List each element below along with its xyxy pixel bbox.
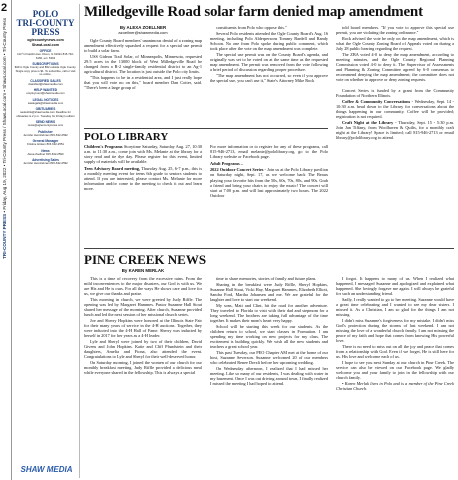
article-col-3	[336, 25, 454, 141]
pine-creek-paragraph: This is a time of recovery from the excessive rains. From the mild inconveniences to the major disasters, our God is with us. We are His and He is ours. For all the ways He shows care and love for us, we give our thanks and praise.	[84, 276, 202, 297]
sidebar-section-heading: SEND NEWS	[35, 120, 56, 124]
pine-creek-paragraph: I forgot. It happens to many of us. When I realized what happened, I messaged Suzanne and apologized and explained what happened. She lovingly forgave me again. I will always be grateful for such an understanding friend.	[336, 276, 454, 297]
article-paragraph: Ogle County Board members' unanimous denial of a zoning map amendment effectively squashed a request for a special use permit to build a solar farm.	[84, 38, 202, 54]
pine-creek-paragraph: My sons, Matt and Clint, hit the road for another adventure. They traveled to Florida to visit with their dad and stepmom for a long weekend. The brothers are taking full advantage of the time together. It makes their mom's heart very happy.	[210, 302, 328, 323]
polo-library-col-1	[84, 144, 202, 199]
article-paragraph: USS Gideon Trail Solar, of Minneapolis, Minnesota, requested 29.5 acres in the 13000 block of West Milledgeville Road be changed from a R-2 single-family residential district to an Ag-1 agricultural district. The location is just outside the Polo city limits.	[84, 53, 202, 75]
pine-creek-body	[84, 276, 454, 392]
pine-creek-credit: • Karen Merlak lives in Polo and is a member of the Pine Creek Christian Church.	[336, 380, 454, 391]
col-1-paragraphs	[84, 38, 202, 90]
article-paragraph: told board members. "If you vote to approve this special use permit, you are violating the zoning ordinance."	[336, 25, 454, 36]
polo-library-col-3	[336, 88, 454, 140]
article-paragraph: "This happens to be in a residential area, and I just really hope that you will vote no on this," board member Dan Cotter, said. "There's been a large group of	[84, 74, 202, 91]
article-headline: Milledgeville Road solar farm denied map amendment	[84, 4, 423, 20]
library-item	[210, 161, 328, 166]
library-item-title: 2022 Outdoor Concert Series	[210, 167, 265, 173]
pine-creek-paragraph: time to share memories, stories of family and future plans.	[216, 276, 317, 281]
sidebar-section-text: 113 ½ Franklin Ave. Dixon, IL 61021 815-732-6166, ext. 5302	[17, 52, 74, 60]
library-item-text: For more information or to register for any of these programs, call 815-946-2713, email melanie@pololibrary.org, go to the Polo Library website or Facebook page.	[210, 144, 328, 160]
pine-creek-paragraph: I hope to see you next Sunday at our church in Pine Creek. The service can also be viewed on our Facebook page. We gladly welcome you and your family to join in the fellowship with our church family.	[336, 359, 454, 381]
article-paragraph: "The map amendment has not occurred, so even if you approve the special use, you can't use it," State's Attorney Mike Rock	[210, 72, 328, 83]
sidebar-section-text: Jennifer Heintzelman 815-632-2592	[23, 132, 68, 137]
main-content	[84, 4, 454, 478]
pine-creek-col-3	[336, 276, 454, 392]
pine-creek-paragraph: Sadly, I really wanted to go to her meeting. Suzanne would have a great time celebrating and I wanted to see my dear sisters. I missed it. As a Christian, I am so glad for the things I am not missing.	[336, 296, 454, 318]
pine-creek-paragraph: I didn't miss Suzanne's forgiveness for my mistake. I didn't miss God's protection during the storms of last weekend. I am not missing the love of a wonderful church family. I am not missing the peace of my faith and hope that comes from knowing His powerful love.	[336, 317, 454, 344]
pine-creek-heading: PINE CREEK NEWS	[84, 252, 207, 267]
polo-library-col-2	[210, 144, 328, 199]
sidebar-section-heading: CLASSIFIED SALES	[30, 78, 61, 83]
sidebar-section-heading: Advertising Sales	[32, 158, 59, 162]
library-item-title: Adult Programs –	[210, 160, 243, 166]
masthead-line-3: PRESS	[31, 27, 60, 37]
sidebar-masthead	[14, 10, 77, 37]
pine-creek-paragraph: On Saturday morning, I joined the women of our church for our monthly breakfast meeting. Judy Riffle provided a delicious meal while everyone shared in the fellowship. This is always a special	[84, 359, 202, 376]
polo-library-body	[84, 144, 328, 199]
library-item-title: Craft Night at the Library -	[342, 119, 399, 125]
library-item-text: - Join us at the Polo Library pavilion on Saturday night, Sept. 17, as we welcome back The Beaux playing your favorite hits from the 50s, 60s, 70s, 80s, and 90s. Grab a friend and bring your chairs to enjoy the music! The concert will start at 7:00 p.m. and will last approximately two hours. The 2022 Outdoor	[210, 167, 328, 198]
shaw-media-logo: SHAW MEDIA	[20, 465, 73, 474]
article-paragraph: The ZBA voted 4-0 to deny the map amendment, according to meeting minutes, and the Ogle County Regional Planning Commission voted 4-0 to deny it. The Supervisor of Assessments and Planning & Zoning Committee agreed by 6-0 consensus to recommend denying the map amendment; the committee does not vote on whether to approve or deny zoning requests.	[336, 51, 454, 83]
sidebar-section-text: Alexa Zoellner 815-632-2590	[27, 151, 64, 156]
page-number: 2	[1, 2, 8, 14]
pine-creek-paragraph: Lyle and Sheryl were joined by two of their children, David Givens and John Hopkins. Katie and Cliff Pfundstein and their daughters, Amelia and Fiona, also attended the event. Congratulations to Lyle and Sheryl for their well-deserved honor.	[84, 338, 202, 360]
masthead-line-1: POLO	[32, 9, 59, 19]
sidebar-section-heading: SUBSCRIPTIONS	[32, 62, 59, 66]
spine-dateline	[2, 18, 7, 259]
sidebar-section-text: Jennifer Heintzelman 815-632-2592	[23, 161, 68, 165]
library-item-text: Wednesday, Sept. 14 - 10:30 a.m. head down to the Library for conversations about the things happening in our community. Coffee will be provided; registration is not required.	[336, 99, 454, 120]
sidebar-section-heading: HELP WANTED	[33, 88, 58, 92]
library-item-title: Children's Programs	[84, 144, 124, 149]
pine-creek-paragraph: Joe and Sherry Hopkins were honored at the Illinois State Fair for their many years of service in the 4-H auctions. Together, they were inducted into the 4-H Hall of Fame. Sherry was inducted by herself in 2017 for her years as a 4-H leader.	[84, 317, 202, 339]
sidebar-section-text: sawlegals@shawmedia.com	[27, 100, 64, 105]
pine-creek-byline: By KAREN MERLAK	[121, 268, 165, 273]
sidebar-section-heading: LEGAL NOTICES	[32, 97, 59, 102]
article-body	[84, 25, 454, 141]
pine-creek-paragraph: School will be starting this week for our students. As the children return to school, we start classes in Formation. I am spending my time working on new projects for my class. The excitement is building quickly. We wish all the new students and teachers a great school year.	[210, 323, 328, 349]
library-item-title: Teen Advisory Board meeting,	[84, 165, 142, 171]
sidebar-section-text: Kristine Hinken 815-632-2551	[26, 142, 64, 146]
library-item	[210, 167, 328, 198]
polo-library-heading: POLO LIBRARY	[84, 128, 328, 143]
sidebar-section-heading: OBITUARIES	[35, 107, 56, 111]
pine-creek-paragraph: Sharing in the breakfast were Judy Riffle, Sheryl Hopkins, Suzanne Hall Stout, Vicki Hay, Margaret Hammes, Elizabeth Elliott, Sandra Ford, Martha Johansen and me. We are grateful for the laughter and love to start our weekend.	[210, 281, 328, 302]
sidebar-section-heading: OFFICE	[39, 49, 52, 53]
article-byline	[84, 25, 202, 35]
sidebar-section-text: employment@shawmedia.com	[26, 91, 65, 95]
spine-date: • Friday, Aug 19, 2022 • Tri-County Press / ShawLocal.com • ShawLocal.com • Tri-County Press	[2, 18, 7, 213]
library-item-text: Concert Series is funded by a grant from the Community Foundation of Northern Illinois.	[336, 88, 454, 99]
sidebar-section-text: news@oglecountynews.com	[27, 123, 64, 127]
article-col-2	[210, 25, 328, 141]
library-item-text: Thursday Aug. 25, 6-7 p.m., this is a monthly meeting event for teens 6th grade to seniors students to attend. If you are interested, please contact Ms. Melanie for more information and/or come to the meeting to check it out and learn more.	[84, 165, 202, 192]
pine-creek-paragraph: On Wednesday afternoon, I realized that I had missed her meeting. Like so many of our residents, I was dealing with water in my basement. Once I was out driving around town, I finally realized I missed the meeting I had hoped to attend.	[210, 365, 328, 386]
sidebar-url[interactable]: oglecountynews.com	[27, 38, 64, 42]
sidebar-section-heading: Publisher	[38, 129, 53, 134]
library-item-text: Storytime Saturday, Saturday Aug. 27, 10:30 a.m. to 11:30 a.m., come join with Ms. Melanie at the library for a story read and tie dye day. Please register for this event, limited supply of materials will be available.	[84, 144, 202, 165]
library-item	[336, 120, 454, 140]
masthead-line-2: TRI-COUNTY	[16, 18, 75, 28]
section-divider	[84, 248, 454, 249]
byline-email[interactable]: azoellner@shawmedia.com	[118, 30, 168, 35]
byline-name: By ALEXA ZOELLNER	[119, 25, 167, 30]
sidebar-section-text: saukobits@shawmedia.com Deadline for obituaries is 2 p.m. Tuesday for Friday's edition	[16, 110, 75, 118]
pine-creek-paragraph: This morning in church, we were greeted by Judy Riffle. The opening was led by Margaret Hammes. Pastor Suzanne Hall Stout shared her message of the morning. After church, Suzanne provided lunch and led the next session of her missional church series.	[84, 296, 202, 318]
article-paragraph: The special use permit was on the County Board's agenda, and originally was set to be voted on at the same time as the requested map amendment. The permit was removed from the vote following a brief period of discussion regarding proper procedure.	[210, 51, 328, 72]
sidebar-section-text: $39 in Ogle County and $52 outside Ogle County. Single copy price is $1. To subscribe, call or visit us online.	[14, 65, 77, 76]
info-sidebar	[14, 4, 80, 478]
pine-creek-paragraph: There is no need to miss out on all the joy and peace that comes from a relationship with God. Even if we forget, He is still here for us. His love and welcome each of us.	[336, 344, 454, 360]
pine-creek-col-1	[84, 276, 202, 392]
page-spine	[0, 0, 12, 480]
article-paragraph: Several Polo residents attended the Ogle County Board's Aug. 16 meeting, including Polo Alderpersons Tommy Bardell and Randy Schoon. No one from Polo spoke during public comment, which took place after the vote on the map amendment was complete.	[210, 30, 328, 51]
library-item	[336, 88, 454, 98]
article-paragraph: Rock advised the vote be only on the map amendment, which is what the Ogle County Zoning Board of Appeals voted on during a July 28 public hearing regarding the request.	[336, 35, 454, 51]
library-item	[336, 99, 454, 119]
sidebar-section-text: classified@shawmedia.com	[28, 81, 63, 86]
library-item-title: Coffee & Community Conversations -	[342, 99, 415, 104]
sidebar-sections	[14, 49, 77, 166]
sidebar-section-heading: News	[41, 148, 50, 153]
spine-masthead: TRI-COUNTY PRESS	[2, 213, 7, 259]
library-item	[84, 144, 202, 164]
sidebar-url-2[interactable]: ShawLocal.com	[31, 43, 60, 47]
pine-creek-col-2	[210, 276, 328, 392]
sidebar-section-heading: General Manager	[32, 139, 59, 143]
library-item-text: Thursday, Sept. 15 - 5:30 p.m. Join Jan Tiffany, from Woolhaven & Quilts, for a monthly craft night at the Library! Space is limited; call 815-946-2713 or email library@pololibrary.org to attend.	[336, 119, 454, 141]
article-col-1	[84, 25, 202, 141]
library-item	[210, 144, 328, 159]
pine-creek-paragraph: This past Tuesday, our PEO Chapter AM met at the home of our host, Suzanne Severson. Suzanne welcomed 20 of our members who celebrated Renee Drexli before her upcoming wedding.	[210, 349, 328, 365]
library-item	[84, 166, 202, 191]
article-paragraph: constituents from Polo who oppose this."	[216, 25, 287, 30]
